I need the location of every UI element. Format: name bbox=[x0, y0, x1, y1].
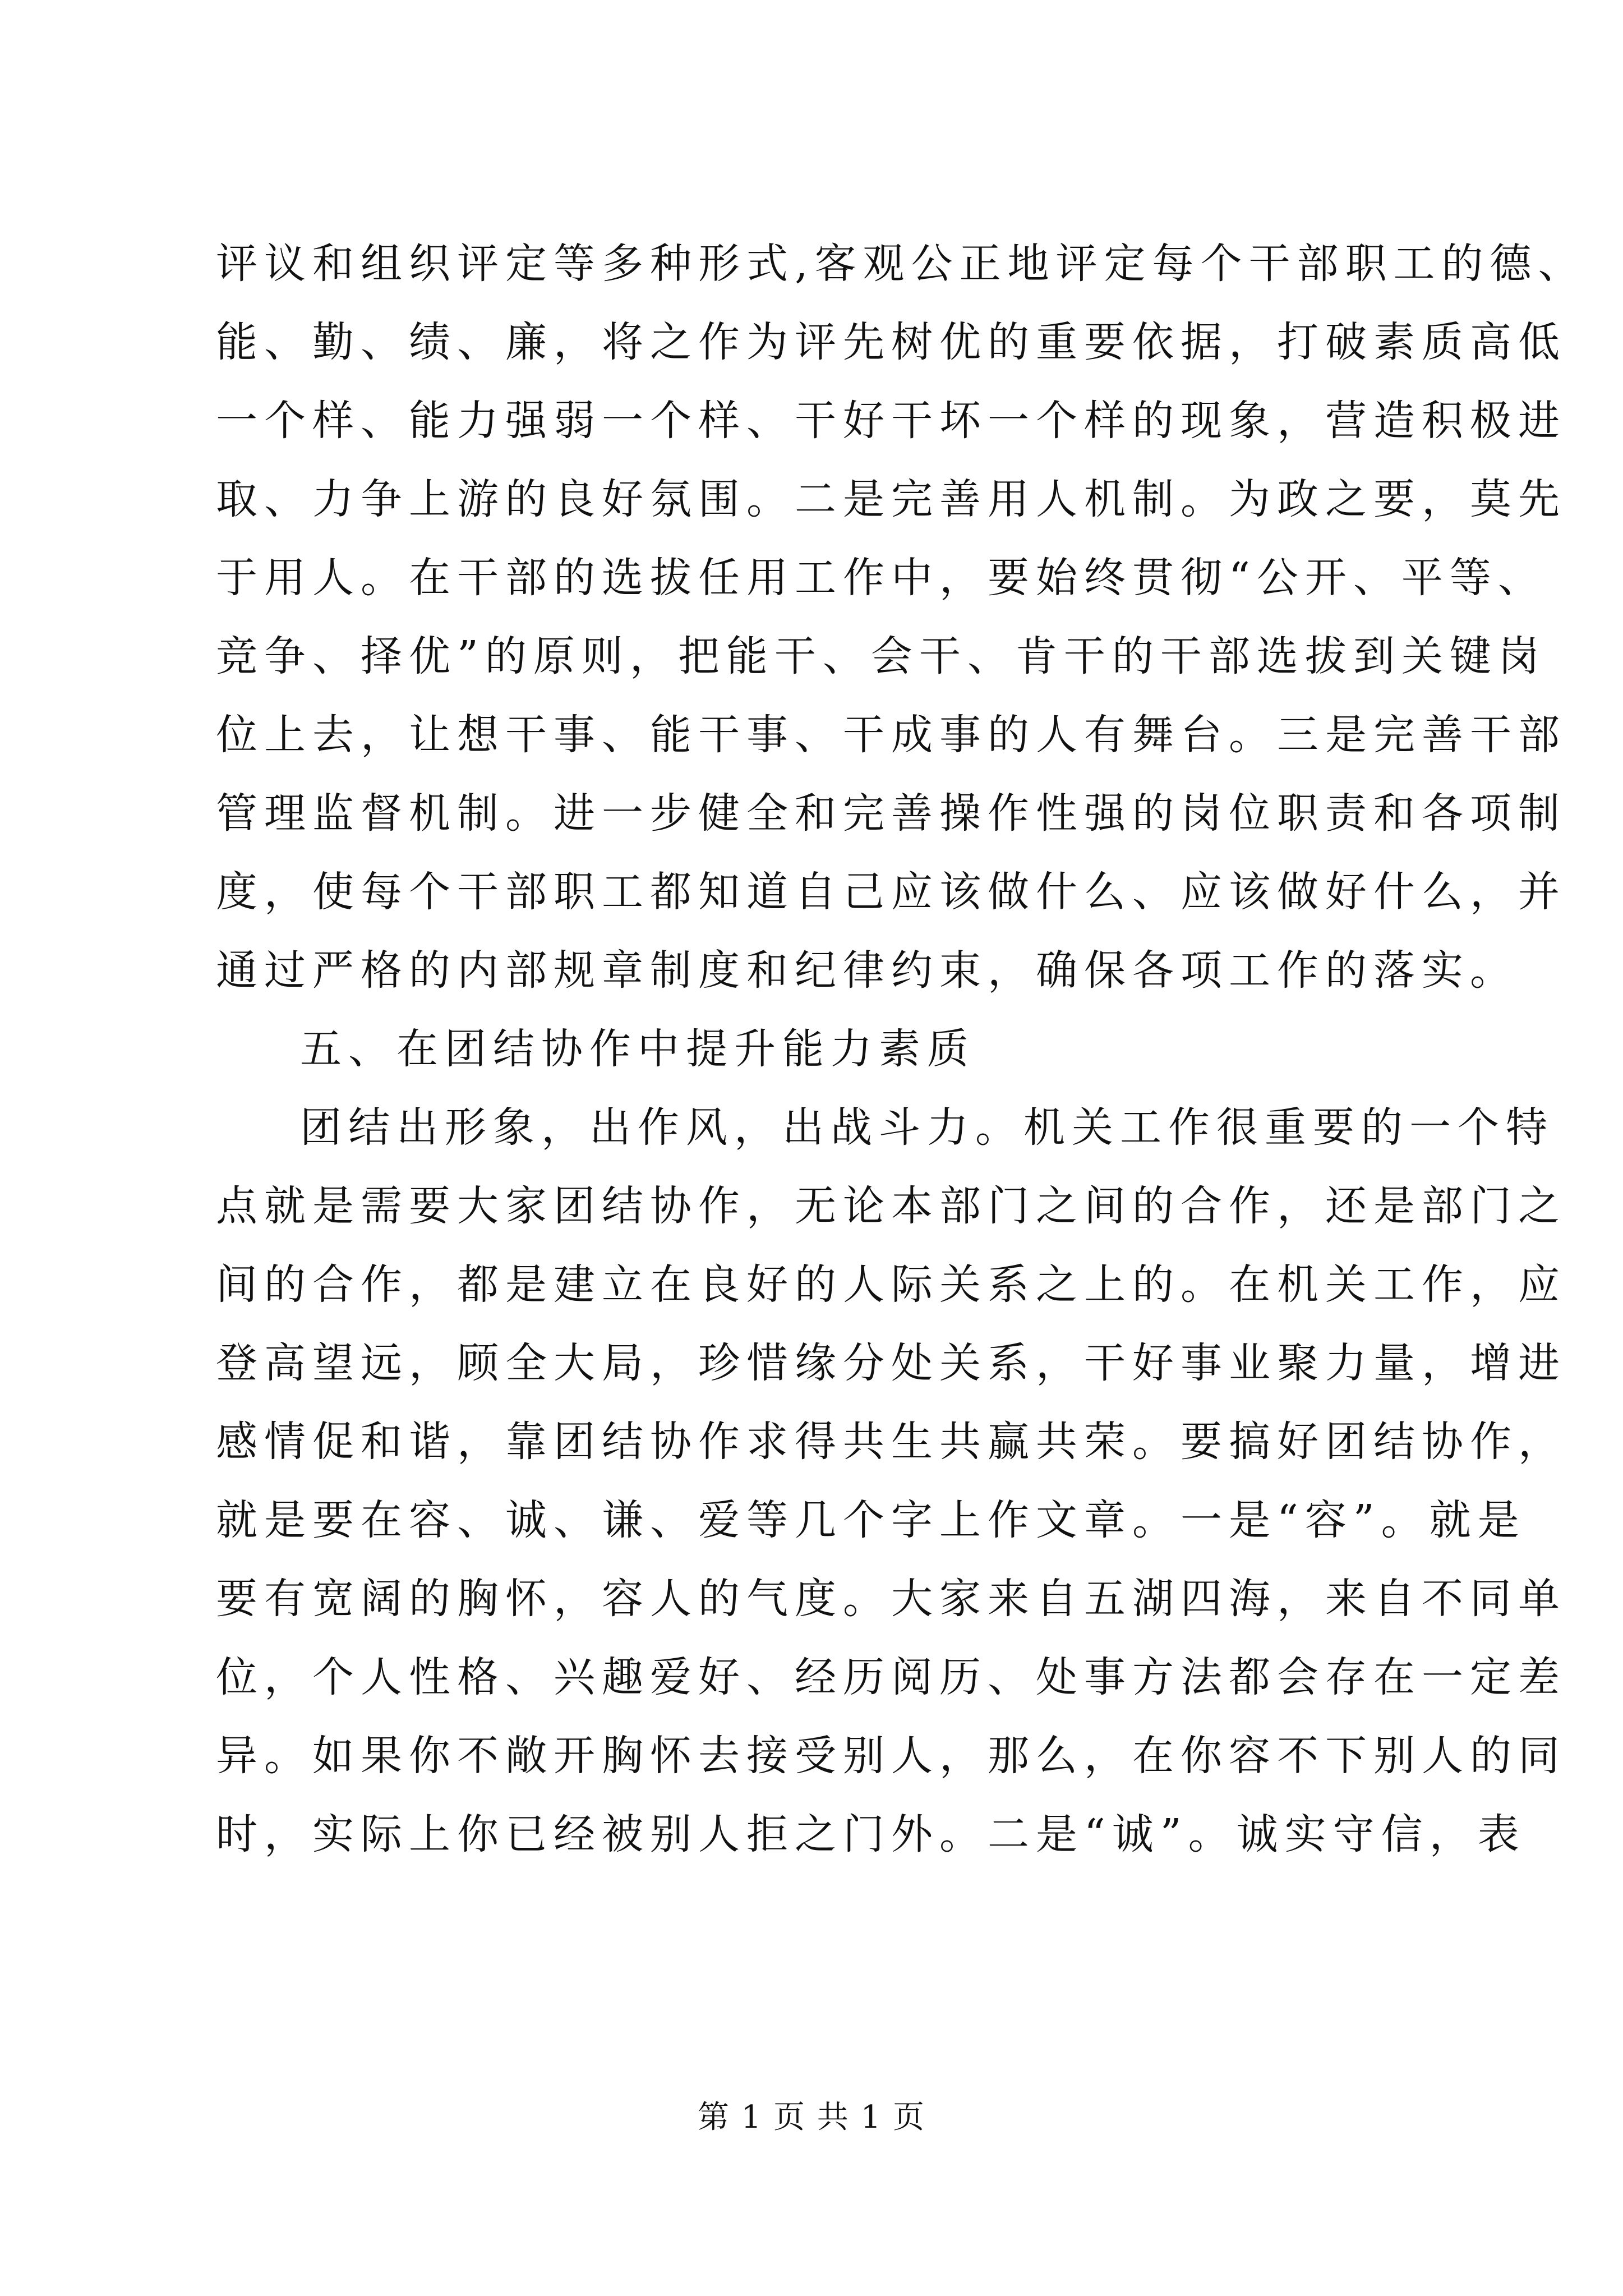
text-line: 点就是需要大家团结协作，无论本部门之间的合作，还是部门之 bbox=[216, 1182, 1566, 1230]
text-line: 通过严格的内部规章制度和纪律约束，确保各项工作的落实。 bbox=[216, 946, 1518, 995]
text-line: 位上去，让想干事、能干事、干成事的人有舞台。三是完善干部 bbox=[216, 711, 1566, 759]
text-line: 位，个人性格、兴趣爱好、经历阅历、处事方法都会存在一定差 bbox=[216, 1653, 1566, 1701]
text-line: 就是要在容、诚、谦、爱等几个字上作文章。一是“容”。就是 bbox=[216, 1496, 1526, 1544]
text-line: 登高望远，顾全大局，珍惜缘分处关系，干好事业聚力量，增进 bbox=[216, 1339, 1566, 1387]
text-line: 评议和组织评定等多种形式,客观公正地评定每个干部职工的德、 bbox=[216, 240, 1587, 288]
text-line: 度，使每个干部职工都知道自己应该做什么、应该做好什么，并 bbox=[216, 868, 1566, 916]
section-heading: 五、在团结协作中提升能力素质 bbox=[300, 1025, 975, 1073]
text-line: 异。如果你不敞开胸怀去接受别人，那么，在你容不下别人的同 bbox=[216, 1732, 1566, 1780]
text-line: 间的合作，都是建立在良好的人际关系之上的。在机关工作，应 bbox=[216, 1260, 1566, 1309]
text-line: 于用人。在干部的选拔任用工作中，要始终贯彻“公开、平等、 bbox=[216, 554, 1546, 602]
text-line: 一个样、能力强弱一个样、干好干坏一个样的现象，营造积极进 bbox=[216, 397, 1566, 445]
text-line: 团结出形象，出作风，出战斗力。机关工作很重要的一个特 bbox=[300, 1103, 1554, 1152]
text-line: 竞争、择优”的原则，把能干、会干、肯干的干部选拔到关键岗 bbox=[216, 632, 1546, 680]
text-line: 时，实际上你已经被别人拒之门外。二是“诚”。诚实守信，表 bbox=[216, 1810, 1526, 1858]
text-line: 感情促和谐，靠团结协作求得共生共赢共荣。要搞好团结协作， bbox=[216, 1418, 1566, 1466]
text-line: 要有宽阔的胸怀，容人的气度。大家来自五湖四海，来自不同单 bbox=[216, 1575, 1566, 1623]
text-line: 能、勤、绩、廉，将之作为评先树优的重要依据，打破素质高低 bbox=[216, 318, 1566, 366]
body-text bbox=[216, 224, 1587, 1874]
text-line: 管理监督机制。进一步健全和完善操作性强的岗位职责和各项制 bbox=[216, 789, 1566, 838]
page-number-footer: 第 1 页 共 1 页 bbox=[697, 2099, 926, 2136]
text-line: 取、力争上游的良好氛围。二是完善用人机制。为政之要，莫先 bbox=[216, 475, 1566, 523]
